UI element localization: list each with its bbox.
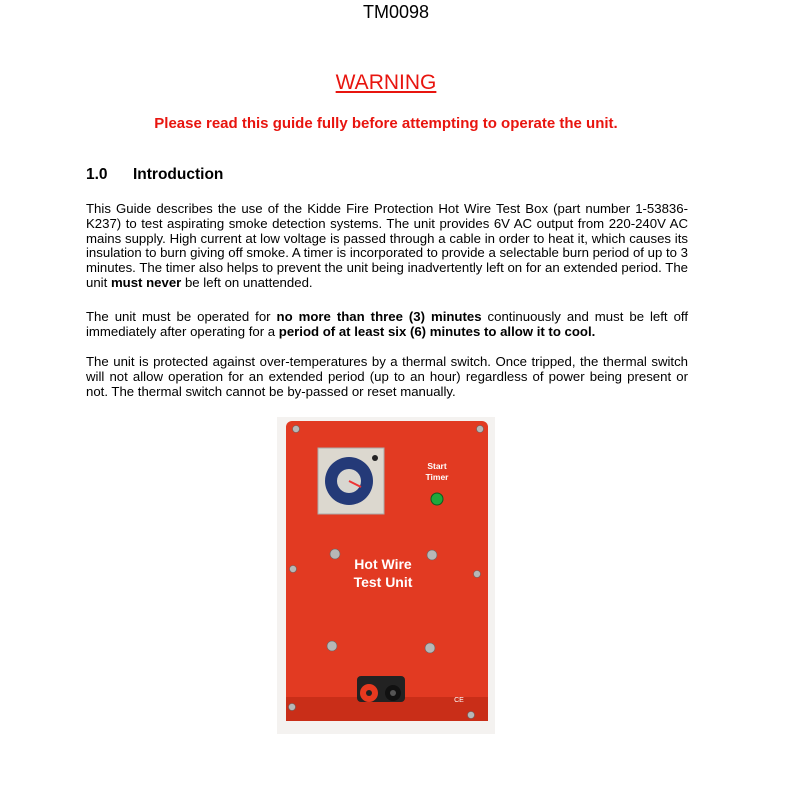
- hot-wire-unit-photo: [277, 417, 495, 734]
- text: continuously and must be left off immediately after operating for a: [86, 309, 688, 339]
- text: The unit must be operated for: [86, 309, 277, 324]
- timer-dial: [318, 448, 384, 514]
- button-label: Start: [427, 461, 447, 471]
- output-terminals: [357, 676, 405, 702]
- paragraph-intro: [86, 202, 688, 291]
- section-title: Introduction: [133, 166, 224, 183]
- document-id: TM0098: [362, 2, 430, 22]
- unit-label: Hot Wire: [354, 556, 412, 572]
- start-timer-button: [431, 493, 443, 505]
- unit-illustration: [277, 417, 495, 734]
- paragraph-operation: [86, 310, 688, 340]
- ce-mark: CE: [454, 697, 464, 704]
- paragraph-thermal: [86, 355, 688, 399]
- text: be left on unattended.: [181, 274, 313, 290]
- bold-text: no more than three (3) minutes: [276, 309, 482, 324]
- warning-title: WARNING: [335, 71, 437, 94]
- button-label: Timer: [425, 472, 449, 482]
- text: The unit is protected against over-temperatures by a thermal switch. Once tripped, the thermal switch will not allow operation for an extended period (up to an hour) regardless of power being present or not. The thermal switch cannot be by-passed or reset manually.: [86, 354, 688, 399]
- section-number: 1.0: [86, 166, 108, 183]
- bold-text: period of at least six (6) minutes to allow it to cool.: [278, 323, 596, 339]
- unit-label: Test Unit: [353, 574, 413, 590]
- text: This Guide describes the use of the Kidde Fire Protection Hot Wire Test Box (part number 1-53836-K237) to test aspirating smoke detection systems. The unit provides 6V AC output from 220-240V AC mains supply. High current at low voltage is passed through a cable in order to heat it, which causes its insulation to burn giving off smoke. A timer is incorporated to provide a selectable burn period of up to 3 minutes. The timer also helps to prevent the unit being inadvertently left on for an extended period. The unit: [86, 201, 688, 290]
- bold-text: must never: [110, 274, 182, 290]
- warning-subtitle: Please read this guide fully before attempting to operate the unit.: [154, 115, 618, 132]
